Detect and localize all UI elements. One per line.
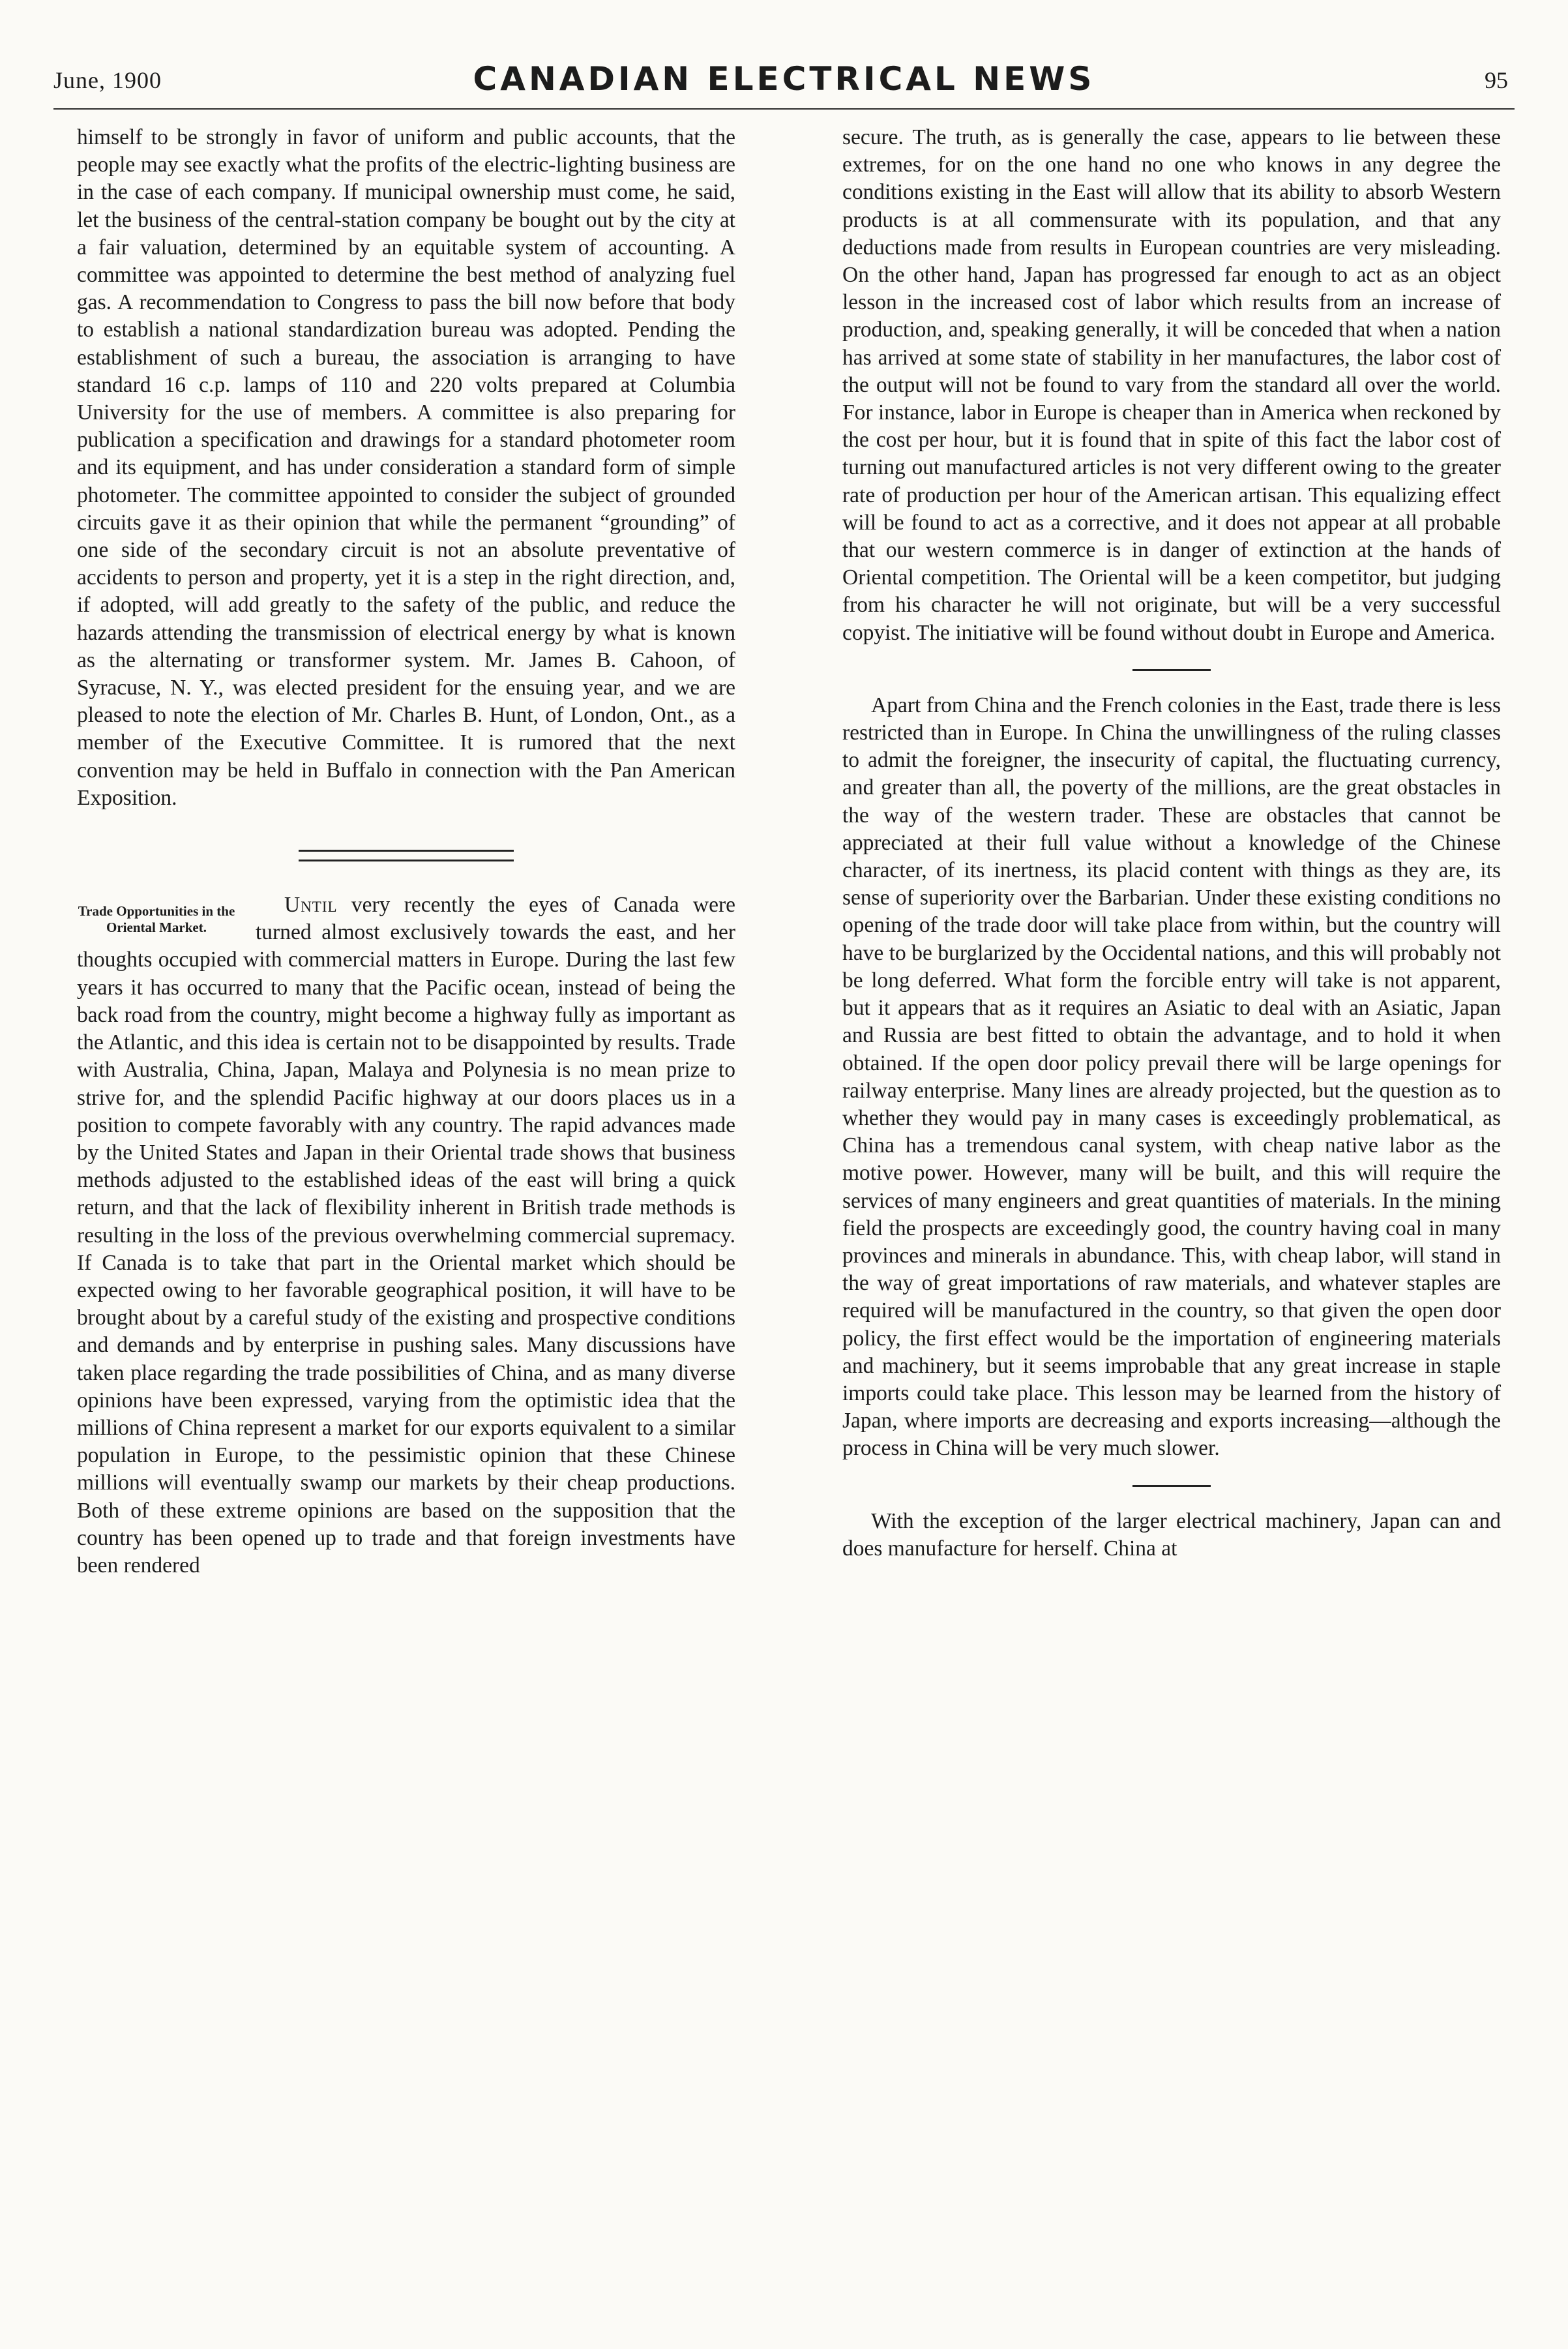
paragraph xyxy=(77,891,735,1579)
issue-date: June, 1900 xyxy=(53,67,162,93)
article-section xyxy=(842,1508,1501,1563)
paragraph: Apart from China and the French colonies in the East, trade there is less restricted than in Europe. In China the unwillingness of the ruling classes to admit the foreigner, the insecurity of capital, the fluctuating currency, and greater than all, the poverty of the millions, are the great obstacles in the way of the western trader. These are obstacles that cannot be appreciated at their full value without a knowledge of the Chinese character, of its inertness, its placid content with things as they are, its sense of superiority over the Barbarian. Under these existing conditions no opening of the trade door will take place from within, but the country will have to be burglarized by the Occidental nations, and this will probably not be long deferred. What form the forcible entry will take is not apparent, but it appears that as it requires an Asiatic to deal with an Asiatic, Japan and Russia are best fitted to obtain the advantage, and to hold it when obtained. If the open door policy prevail there will be large openings for railway enterprise. Many lines are already projected, but the question as to whether they would pay in many cases is exceedingly problematical, as China has a tremendous canal system, with cheap native labor as the motive power. However, many will be built, and this will require the services of many engineers and great quantities of materials. In the mining field the prospects are exceedingly good, the country having coal in many provinces and minerals in abundance. This, with cheap labor, will stand in the way of great importations of raw materials, and whatever staples are required will be manufactured in the country, so that given the open door policy, the first effect would be the importation of engineering materials and machinery, but it seems improbable that any great increase in staple imports could take place. This lesson may be learned from the history of Japan, where imports are decreasing and exports increasing—although the process in China will be very much slower. xyxy=(842,693,1501,1461)
paragraph: himself to be strongly in favor of uniform and public accounts, that the people may see exactly what the profits of the electric-lighting business are in the case of each company. If municipal ownership must come, he said, let the business of the central-station company be bought out by the city at a fair valuation, determined by an equitable system of accounting. A committee was appointed to determine the best method of analyzing fuel gas. A recommendation to Congress to pass the bill now before that body to establish a national standardization bureau was adopted. Pending the establishment of such a bureau, the association is arranging to have standard 16 c.p. lamps of 110 and 220 volts prepared at Columbia University for the use of members. A committee is also preparing for publication a specification and drawings for a standard photometer room and its equipment, and has under consideration a standard form of simple photometer. The committee appointed to consider the subject of grounded circuits gave it as their opinion that while the permanent “grounding” of one side of the secondary circuit is not an absolute preventative of accidents to person and property, yet it is a step in the right direction, and, if adopted, will add greatly to the safety of the public, and reduce the hazards attending the transmission of electrical energy by what is known as the alternating or transformer system. Mr. James B. Cahoon, of Syracuse, N. Y., was elected president for the ensuing year, and we are pleased to note the election of Mr. Charles B. Hunt, of London, Ont., as a member of the Executive Committee. It is rumored that the next convention may be held in Buffalo in connection with the Pan American Exposition. xyxy=(77,125,735,810)
page-header xyxy=(0,0,1568,111)
page-number: 95 xyxy=(1485,67,1508,93)
publication-title: CANADIAN ELECTRICAL NEWS xyxy=(473,60,1095,98)
paragraph: With the exception of the larger electrical machinery, Japan can and does manufacture for herself. China at xyxy=(842,1508,1501,1561)
lead-word: Until xyxy=(284,893,338,918)
side-heading: Trade Opportunities in the Oriental Market. xyxy=(78,903,235,936)
paragraph: secure. The truth, as is generally the case, appears to lie between these extremes, for on the one hand no one who knows in any degree the conditions existing in the East will allow that its ability to absorb Western products is at all commensurate with its population, and that any deductions made from results in European countries are very misleading. On the other hand, Japan has progressed far enough to act as an object lesson in the increased cost of labor which results from an increase of production, and, speaking generally, it will be conceded that when a nation has arrived at some state of stability in her manufactures, the labor cost of the output will not be found to vary from the standard all over the world. For instance, labor in Europe is cheaper than in America when reckoned by the cost per hour, but it is found that in spite of this fact the labor cost of turning out manufactured articles is not very different owing to the greater rate of production per hour of the American artisan. This equalizing effect will be found to act as a corrective, and it does not appear at all probable that our western commerce is in danger of extinction at the hands of Oriental competition. The Oriental will be a keen competitor, but judging from his character he will not originate, but will be a very successful copyist. The initiative will be found without doubt in Europe and America. xyxy=(842,125,1501,645)
section-divider xyxy=(299,850,514,861)
paragraph-body: very recently the eyes of Canada were turned almost exclusively towards the east, and her thoughts occupied with commercial matters in Europe. During the last few years it has occurred to many that the Pacific ocean, instead of being the back road from the country, might become a highway fully as important as the Atlantic, and this idea is certain not to be disappointed by results. Trade with Australia, China, Japan, Malaya and Polynesia is no mean prize to strive for, and the splendid Pacific highway at our doors places us in a position to compete favorably with any country. The rapid advances made by the United States and Japan in their Oriental trade shows that business methods adjusted to the established ideas of the east will bring a quick return, and that the lack of flexibility inherent in British trade methods is resulting in the loss of the previous overwhelming commercial supremacy. If Canada is to take that part in the Oriental market which should be expected owing to her favorable geographical position, it will have to be brought about by a careful study of the existing and prospective conditions and demands and by enterprise in pushing sales. Many discussions have taken place regarding the trade possibilities of China, and as many diverse opinions have been expressed, varying from the optimistic idea that the millions of China represent a market for our exports equivalent to a similar population in Europe, to the pessimistic opinion that these Chinese millions will eventually swamp our markets by their cheap productions. Both of these extreme opinions are based on the supposition that the country has been opened up to trade and that foreign investments have been rendered xyxy=(77,893,735,1578)
header-divider xyxy=(53,108,1515,110)
section-divider xyxy=(1132,669,1211,671)
article-section xyxy=(842,692,1501,1463)
left-column xyxy=(77,124,735,1579)
section-divider xyxy=(1132,1485,1211,1487)
article-continuation xyxy=(77,124,735,812)
trade-opportunities-article xyxy=(77,891,735,1579)
right-column xyxy=(842,124,1501,1563)
article-continuation xyxy=(842,124,1501,647)
